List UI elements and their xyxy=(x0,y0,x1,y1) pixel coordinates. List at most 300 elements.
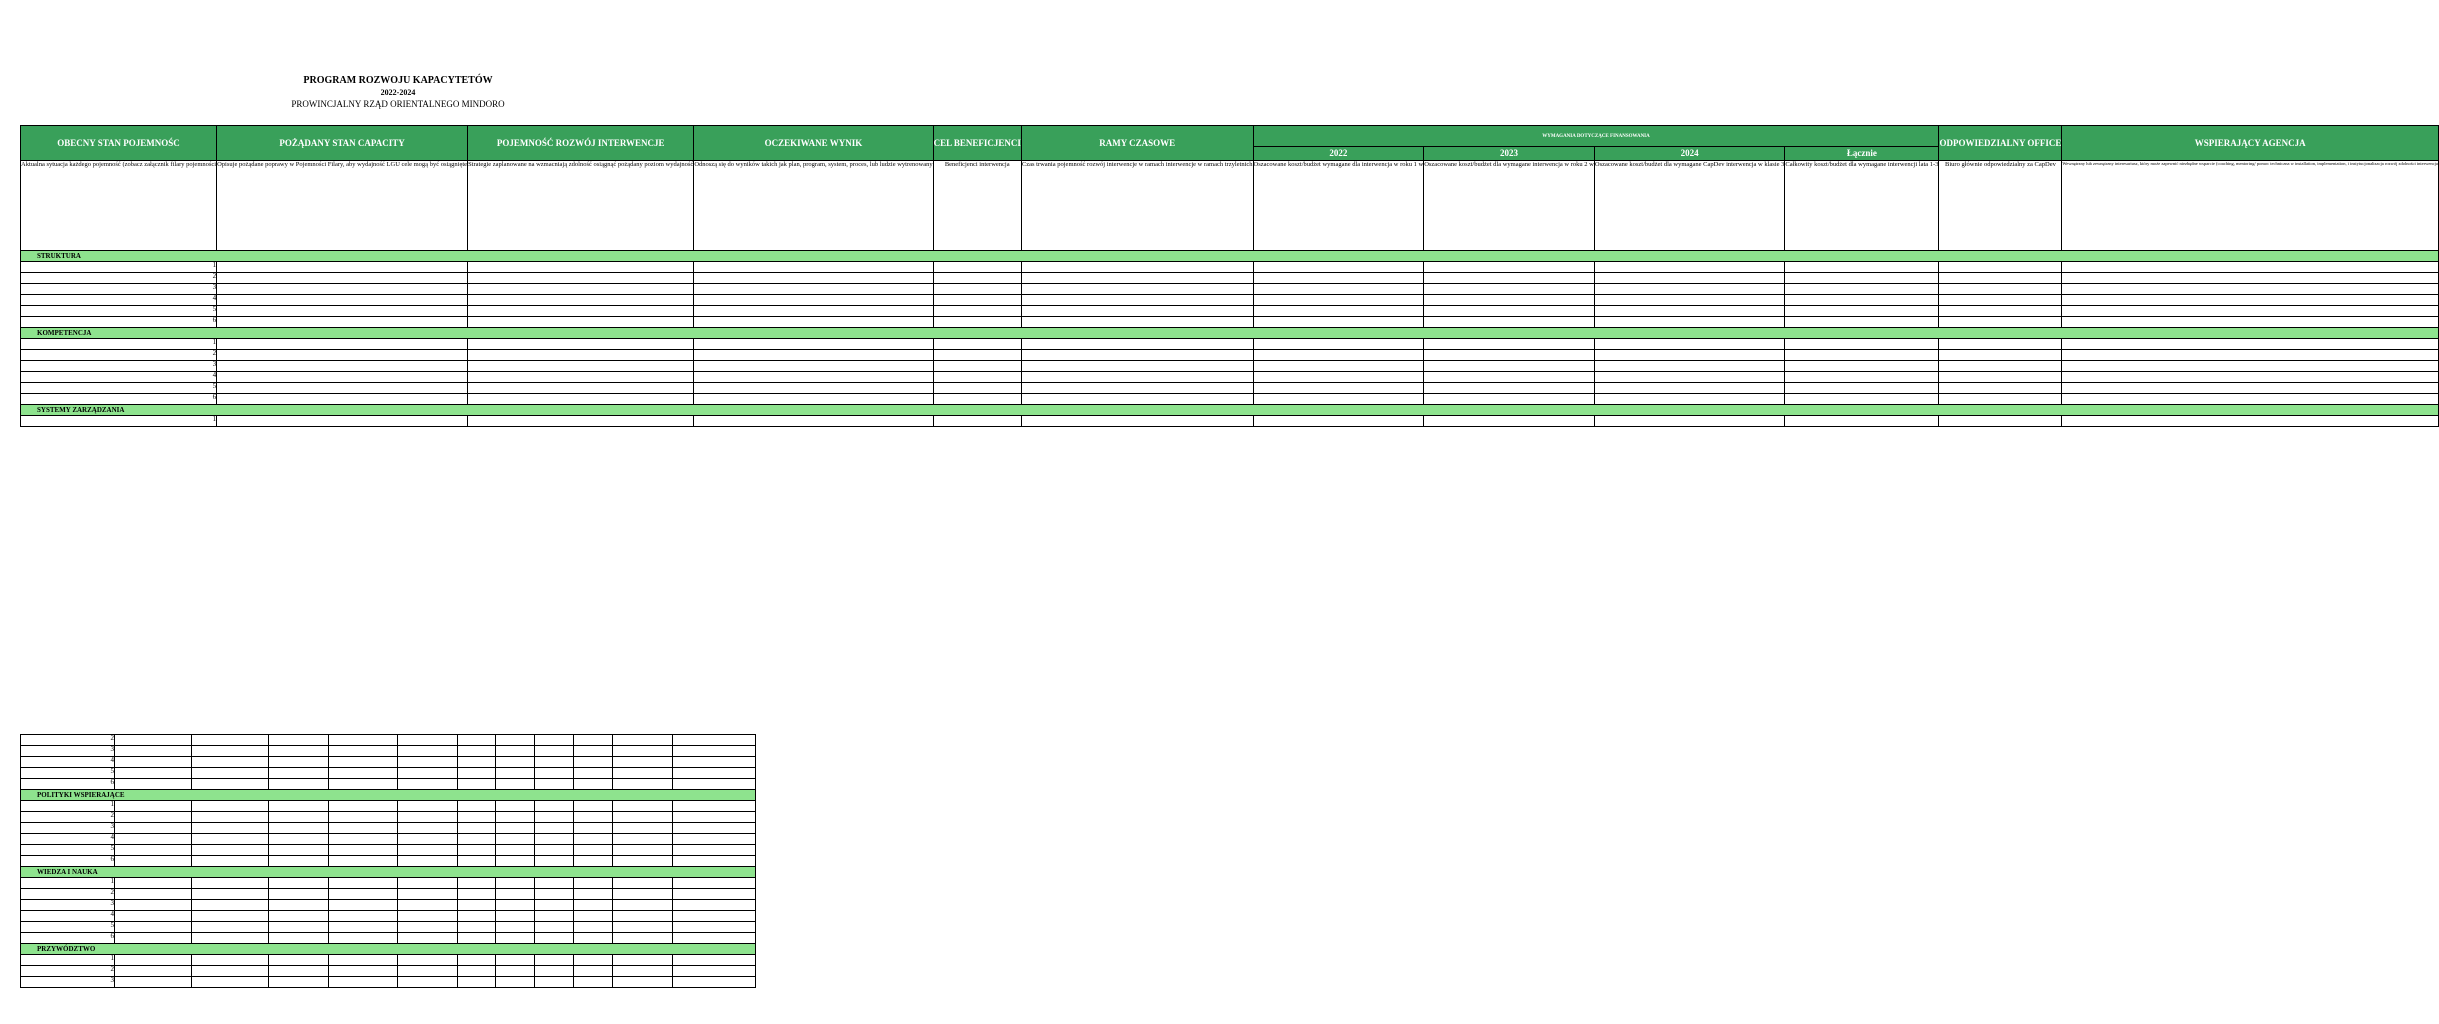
table-cell xyxy=(1785,394,1939,405)
table-cell xyxy=(1594,394,1785,405)
row-number: 1 xyxy=(21,955,115,966)
table-cell xyxy=(1939,284,2062,295)
table-cell xyxy=(192,746,269,757)
table-cell xyxy=(458,746,496,757)
row-number: 1 xyxy=(21,262,217,273)
table-cell xyxy=(458,878,496,889)
table-cell xyxy=(496,757,535,768)
row-number: 2 xyxy=(21,812,115,823)
table-cell xyxy=(496,801,535,812)
table-cell xyxy=(694,416,933,427)
table-cell xyxy=(613,735,673,746)
table-cell xyxy=(496,834,535,845)
table-cell xyxy=(269,878,329,889)
table-cell xyxy=(1594,262,1785,273)
header-year-2022: 2022 xyxy=(1253,147,1424,161)
table-row xyxy=(21,856,756,867)
section-row xyxy=(21,867,756,878)
table-row xyxy=(21,779,756,790)
table-cell xyxy=(1424,361,1595,372)
table-cell xyxy=(1253,295,1424,306)
table-cell xyxy=(398,966,458,977)
table-cell xyxy=(673,900,756,911)
table-cell xyxy=(574,900,613,911)
table-cell xyxy=(269,735,329,746)
table-cell xyxy=(1021,306,1253,317)
row-number: 5 xyxy=(21,922,115,933)
table-cell xyxy=(933,262,1021,273)
section-label: KOMPETENCJA xyxy=(37,329,92,337)
table-cell xyxy=(1424,339,1595,350)
desc-oczekiwane: Odnoszą się do wyników takich jak plan, program, system, proces, lub ludzie wytrenowany xyxy=(694,161,933,251)
table-cell xyxy=(329,768,398,779)
table-cell xyxy=(2062,339,2439,350)
table-row xyxy=(21,372,2439,383)
table-cell xyxy=(1424,295,1595,306)
table-cell xyxy=(673,889,756,900)
row-number: 5 xyxy=(21,845,115,856)
table-cell xyxy=(1939,372,2062,383)
row-number: 1 xyxy=(21,801,115,812)
table-cell xyxy=(1594,372,1785,383)
table-cell xyxy=(1785,416,1939,427)
table-cell xyxy=(329,966,398,977)
table-cell xyxy=(458,757,496,768)
table-cell xyxy=(1785,317,1939,328)
table-cell xyxy=(269,911,329,922)
table-cell xyxy=(1424,416,1595,427)
desc-ramy: Czas trwania pojemność rozwój interwencje w ramach interwencje w ramach trzyletnich xyxy=(1021,161,1253,251)
table-cell xyxy=(694,361,933,372)
row-number: 6 xyxy=(21,856,115,867)
table-cell xyxy=(192,768,269,779)
table-cell xyxy=(535,933,574,944)
table-cell xyxy=(1594,350,1785,361)
table-cell xyxy=(1594,317,1785,328)
table-cell xyxy=(535,878,574,889)
table-cell xyxy=(1021,372,1253,383)
table-cell xyxy=(192,801,269,812)
table-cell xyxy=(933,350,1021,361)
table-cell xyxy=(933,339,1021,350)
table-cell xyxy=(458,779,496,790)
table-cell xyxy=(1253,394,1424,405)
table-cell xyxy=(496,900,535,911)
table-cell xyxy=(535,856,574,867)
table-cell xyxy=(613,823,673,834)
table-cell xyxy=(115,757,192,768)
table-cell xyxy=(269,812,329,823)
table-cell xyxy=(329,856,398,867)
table-cell xyxy=(1424,306,1595,317)
table-row xyxy=(21,911,756,922)
table-cell xyxy=(269,823,329,834)
row-number: 3 xyxy=(21,746,115,757)
row-number: 2 xyxy=(21,735,115,746)
table-cell xyxy=(115,955,192,966)
table-cell xyxy=(673,933,756,944)
table-cell xyxy=(574,735,613,746)
table-cell xyxy=(329,889,398,900)
table-cell xyxy=(398,977,458,988)
table-cell xyxy=(574,812,613,823)
table-cell xyxy=(1785,350,1939,361)
table-cell xyxy=(192,856,269,867)
table-cell xyxy=(398,911,458,922)
document-subtitle: PROWINCJALNY RZĄD ORIENTALNEGO MINDORO xyxy=(291,99,505,109)
table-cell xyxy=(398,768,458,779)
table-row xyxy=(21,823,756,834)
document-title: PROGRAM ROZWOJU KAPACYTETÓW xyxy=(303,75,493,86)
table-cell xyxy=(496,911,535,922)
row-number: 1 xyxy=(21,339,217,350)
table-cell xyxy=(694,262,933,273)
table-cell xyxy=(1785,284,1939,295)
desc-2023: Oszacowane koszt/budżet dla wymagane interwencja w roku 2 w xyxy=(1424,161,1595,251)
table-cell xyxy=(115,933,192,944)
table-cell xyxy=(115,878,192,889)
table-cell xyxy=(217,306,468,317)
section-label: PRZYWÓDZTWO xyxy=(37,945,96,953)
desc-wspierajacy: Wewnętrzny lub zewnętrzny interesariusz, który może zapewnić niezbędne wsparcie (coaching, mentoring/ pomoc techniczna w installation, implementation, i instytucjonalizacja rozwój zdolności interwencja xyxy=(2062,161,2439,251)
table-cell xyxy=(115,977,192,988)
table-cell xyxy=(115,889,192,900)
table-cell xyxy=(329,977,398,988)
table-cell xyxy=(329,757,398,768)
table-cell xyxy=(269,889,329,900)
table-cell xyxy=(496,746,535,757)
desc-2024: Oszacowane koszt/budżet dla wymagane CapDev interwencja w klasie 3 xyxy=(1594,161,1785,251)
table-cell xyxy=(398,889,458,900)
table-cell xyxy=(115,845,192,856)
table-cell xyxy=(1253,350,1424,361)
row-number: 4 xyxy=(21,372,217,383)
row-number: 5 xyxy=(21,306,217,317)
table-cell xyxy=(1021,383,1253,394)
table-cell xyxy=(329,823,398,834)
table-cell xyxy=(673,746,756,757)
table-cell xyxy=(192,911,269,922)
table-cell xyxy=(613,801,673,812)
table-cell xyxy=(673,966,756,977)
table-cell xyxy=(192,955,269,966)
header-odpowiedzialny-office: ODPOWIEDZIALNY OFFICE xyxy=(1939,126,2062,161)
table-cell xyxy=(115,823,192,834)
table-cell xyxy=(2062,295,2439,306)
table-cell xyxy=(217,416,468,427)
header-obecny-stan: OBECNY STAN POJEMNOŚC xyxy=(21,126,217,161)
table-cell xyxy=(1939,273,2062,284)
table-cell xyxy=(496,922,535,933)
table-cell xyxy=(613,845,673,856)
table-cell xyxy=(1594,361,1785,372)
header-cel-beneficjenci: CEL BENEFICJENCI xyxy=(933,126,1021,161)
table-cell xyxy=(192,757,269,768)
table-cell xyxy=(1939,317,2062,328)
header-wspierajacy-agencja: WSPIERAJĄCY AGENCJA xyxy=(2062,126,2439,161)
table-cell xyxy=(574,922,613,933)
table-cell xyxy=(694,372,933,383)
table-cell xyxy=(694,284,933,295)
desc-pojemnosc: Strategie zaplanowane na wzmacniają zdolność osiągnąć pożądany poziom wydajność xyxy=(468,161,694,251)
table-cell xyxy=(458,966,496,977)
table-cell xyxy=(694,306,933,317)
table-cell xyxy=(1785,372,1939,383)
table-cell xyxy=(192,845,269,856)
row-number: 1 xyxy=(21,878,115,889)
table-cell xyxy=(269,768,329,779)
table-cell xyxy=(535,966,574,977)
table-cell xyxy=(535,922,574,933)
table-cell xyxy=(2062,284,2439,295)
table-cell xyxy=(1785,306,1939,317)
table-cell xyxy=(468,361,694,372)
table-row xyxy=(21,922,756,933)
table-cell xyxy=(574,768,613,779)
table-cell xyxy=(535,911,574,922)
section-row xyxy=(21,405,2439,416)
table-cell xyxy=(1785,339,1939,350)
table-cell xyxy=(535,735,574,746)
table-cell xyxy=(269,966,329,977)
table-cell xyxy=(613,933,673,944)
table-cell xyxy=(2062,262,2439,273)
table-cell xyxy=(398,757,458,768)
table-cell xyxy=(574,746,613,757)
table-cell xyxy=(458,812,496,823)
table-row xyxy=(21,361,2439,372)
desc-2022: Oszacowane koszt/budżet wymagane dla interwencja w roku 1 w xyxy=(1253,161,1424,251)
row-number: 6 xyxy=(21,933,115,944)
table-cell xyxy=(1021,394,1253,405)
table-cell xyxy=(398,812,458,823)
table-cell xyxy=(613,911,673,922)
table-cell xyxy=(1939,339,2062,350)
lower-table-body xyxy=(21,735,756,988)
section-row xyxy=(21,944,756,955)
table-cell xyxy=(1939,295,2062,306)
table-cell xyxy=(269,757,329,768)
table-cell xyxy=(269,922,329,933)
table-cell xyxy=(329,911,398,922)
table-cell xyxy=(933,361,1021,372)
table-cell xyxy=(2062,416,2439,427)
table-row xyxy=(21,977,756,988)
table-row xyxy=(21,834,756,845)
table-cell xyxy=(496,966,535,977)
header-lacznie: Łącznie xyxy=(1785,147,1939,161)
table-cell xyxy=(673,977,756,988)
table-cell xyxy=(398,845,458,856)
table-cell xyxy=(673,768,756,779)
table-cell xyxy=(496,845,535,856)
section-label: STRUKTURA xyxy=(37,252,81,260)
document-years: 2022-2024 xyxy=(380,88,416,97)
table-cell xyxy=(673,757,756,768)
table-cell xyxy=(535,812,574,823)
table-cell xyxy=(458,735,496,746)
table-cell xyxy=(398,900,458,911)
table-cell xyxy=(574,878,613,889)
table-cell xyxy=(1785,262,1939,273)
table-cell xyxy=(1253,361,1424,372)
table-cell xyxy=(468,339,694,350)
table-cell xyxy=(468,262,694,273)
row-number: 6 xyxy=(21,779,115,790)
table-cell xyxy=(694,317,933,328)
table-cell xyxy=(1594,383,1785,394)
table-cell xyxy=(329,878,398,889)
table-row xyxy=(21,812,756,823)
row-number: 3 xyxy=(21,823,115,834)
table-cell xyxy=(398,878,458,889)
row-number: 5 xyxy=(21,383,217,394)
row-number: 3 xyxy=(21,361,217,372)
table-cell xyxy=(329,834,398,845)
table-cell xyxy=(535,746,574,757)
table-cell xyxy=(192,735,269,746)
table-cell xyxy=(673,779,756,790)
table-cell xyxy=(269,779,329,790)
table-cell xyxy=(1785,361,1939,372)
table-cell xyxy=(398,834,458,845)
table-cell xyxy=(1594,284,1785,295)
table-cell xyxy=(217,394,468,405)
table-cell xyxy=(2062,383,2439,394)
table-cell xyxy=(1939,394,2062,405)
table-cell xyxy=(673,878,756,889)
table-cell xyxy=(496,735,535,746)
table-cell xyxy=(1021,273,1253,284)
table-cell xyxy=(1253,416,1424,427)
table-cell xyxy=(574,856,613,867)
table-cell xyxy=(535,801,574,812)
table-row xyxy=(21,746,756,757)
table-cell xyxy=(1253,284,1424,295)
table-cell xyxy=(1021,317,1253,328)
table-cell xyxy=(933,372,1021,383)
table-cell xyxy=(1594,416,1785,427)
table-cell xyxy=(673,801,756,812)
table-row xyxy=(21,416,2439,427)
table-cell xyxy=(468,394,694,405)
table-cell xyxy=(613,779,673,790)
header-ramy-czasowe: RAMY CZASOWE xyxy=(1021,126,1253,161)
table-cell xyxy=(574,823,613,834)
table-cell xyxy=(192,889,269,900)
table-cell xyxy=(1424,262,1595,273)
table-cell xyxy=(468,284,694,295)
table-cell xyxy=(535,977,574,988)
table-cell xyxy=(574,966,613,977)
table-cell xyxy=(1253,306,1424,317)
table-cell xyxy=(613,889,673,900)
table-cell xyxy=(574,889,613,900)
row-number: 3 xyxy=(21,900,115,911)
table-cell xyxy=(1424,372,1595,383)
section-cell xyxy=(21,405,2439,416)
table-cell xyxy=(217,350,468,361)
table-cell xyxy=(329,801,398,812)
row-number: 6 xyxy=(21,317,217,328)
table-cell xyxy=(1939,350,2062,361)
table-cell xyxy=(496,812,535,823)
table-cell xyxy=(1594,295,1785,306)
table-cell xyxy=(458,768,496,779)
row-number: 2 xyxy=(21,889,115,900)
table-cell xyxy=(574,911,613,922)
table-cell xyxy=(496,977,535,988)
table-cell xyxy=(458,977,496,988)
table-cell xyxy=(1594,306,1785,317)
row-number: 2 xyxy=(21,350,217,361)
table-cell xyxy=(694,295,933,306)
table-cell xyxy=(673,812,756,823)
table-row xyxy=(21,955,756,966)
row-number: 4 xyxy=(21,911,115,922)
table-row xyxy=(21,339,2439,350)
row-number: 4 xyxy=(21,295,217,306)
table-cell xyxy=(613,746,673,757)
desc-pozadany: Opisuje pożądane poprawy w Pojemności Filary, aby wydajność LGU cele mogą być osiągnięte xyxy=(217,161,468,251)
table-cell xyxy=(496,856,535,867)
table-cell xyxy=(269,933,329,944)
table-row xyxy=(21,966,756,977)
table-cell xyxy=(217,262,468,273)
table-cell xyxy=(496,955,535,966)
table-row xyxy=(21,394,2439,405)
table-cell xyxy=(2062,306,2439,317)
table-cell xyxy=(1785,273,1939,284)
table-cell xyxy=(2062,361,2439,372)
section-label: SYSTEMY ZARZĄDZANIA xyxy=(37,406,125,414)
table-cell xyxy=(458,801,496,812)
table-cell xyxy=(1424,317,1595,328)
table-cell xyxy=(1424,394,1595,405)
upper-table-body xyxy=(21,251,2439,427)
table-cell xyxy=(496,878,535,889)
table-cell xyxy=(468,416,694,427)
table-cell xyxy=(535,845,574,856)
table-cell xyxy=(192,812,269,823)
table-cell xyxy=(694,394,933,405)
table-cell xyxy=(217,372,468,383)
table-cell xyxy=(398,933,458,944)
table-cell xyxy=(694,339,933,350)
table-cell xyxy=(458,889,496,900)
table-cell xyxy=(2062,317,2439,328)
table-cell xyxy=(574,757,613,768)
table-cell xyxy=(1939,306,2062,317)
table-cell xyxy=(458,933,496,944)
table-row xyxy=(21,757,756,768)
table-cell xyxy=(217,295,468,306)
table-cell xyxy=(673,922,756,933)
table-cell xyxy=(535,768,574,779)
table-cell xyxy=(329,955,398,966)
table-cell xyxy=(269,834,329,845)
desc-obecny: Aktualna sytuacja każdego pojemność (zobacz załącznik filary pojemności xyxy=(21,161,217,251)
table-cell xyxy=(115,900,192,911)
table-cell xyxy=(217,361,468,372)
table-cell xyxy=(613,834,673,845)
table-cell xyxy=(115,801,192,812)
table-cell xyxy=(1253,339,1424,350)
table-cell xyxy=(192,878,269,889)
table-cell xyxy=(329,922,398,933)
table-cell xyxy=(192,779,269,790)
table-cell xyxy=(192,900,269,911)
